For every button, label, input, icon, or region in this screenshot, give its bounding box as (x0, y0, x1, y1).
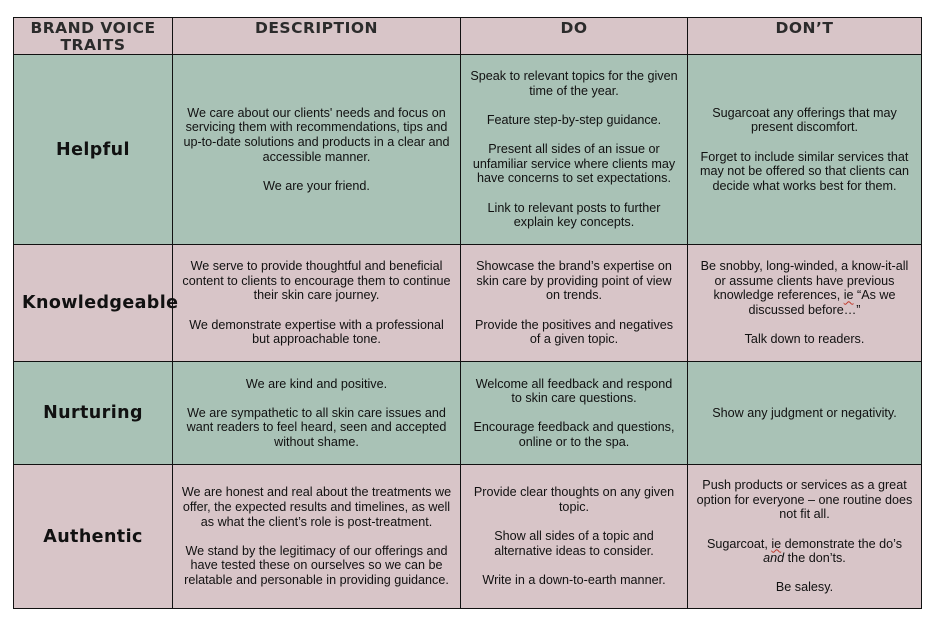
trait-knowledgeable: Knowledgeable (14, 245, 173, 362)
dont-text-segment: the don’ts. (784, 551, 846, 566)
header-do: DO (461, 18, 688, 55)
trait-authentic: Authentic (14, 465, 173, 609)
do-knowledgeable (461, 245, 688, 362)
do-text: Present all sides of an issue or unfamiliar service where clients may have concerns to set expectations. (472, 142, 676, 186)
do-text: Speak to relevant topics for the given time of the year. (470, 69, 678, 98)
do-authentic (461, 465, 688, 609)
dont-text: Be salesy. (775, 580, 834, 595)
dont-text: Push products or services as a great option for everyone – one routine does not fit all. (696, 478, 913, 522)
dont-text-segment: Sugarcoat, (706, 536, 772, 551)
do-text: Write in a down-to-earth manner. (482, 572, 666, 587)
header-row (14, 18, 922, 55)
dont-text-segment: demonstrate the do’s (781, 536, 903, 551)
trait-helpful: Helpful (14, 55, 173, 245)
description-knowledgeable (173, 245, 461, 362)
description-text: We are honest and real about the treatments we offer, the expected results and timelines, as well as what the client’s role is post-treatment. (181, 485, 452, 529)
brand-voice-table-container (13, 17, 922, 609)
description-text: We stand by the legitimacy of our offerings and have tested these on ourselves so we can be relatable and personable in providing guidance. (184, 543, 449, 587)
dont-text-italic: and (763, 551, 785, 566)
description-text: We care about our clients' needs and focus on servicing them with recommendations, tips and up-to-date solutions and products in a clear and accessible manner. (183, 105, 450, 164)
dont-text: Talk down to readers. (744, 332, 865, 347)
do-text: Showcase the brand’s expertise on skin care by providing point of view on trends. (476, 259, 672, 303)
spellcheck-mark: ie (771, 536, 782, 551)
description-text: We demonstrate expertise with a professional but approachable tone. (189, 317, 444, 347)
dont-text: Sugarcoat any offerings that may present discomfort. (712, 105, 897, 135)
description-text: We are your friend. (263, 178, 370, 193)
description-text: We serve to provide thoughtful and beneficial content to clients to encourage them to continue their skin care journey. (182, 259, 451, 303)
do-helpful (461, 55, 688, 245)
do-text: Provide clear thoughts on any given topic. (473, 485, 675, 515)
dont-nurturing (688, 362, 922, 465)
description-text: We are sympathetic to all skin care issues and want readers to feel heard, seen and accepted without shame. (186, 405, 447, 449)
trait-nurturing: Nurturing (14, 362, 173, 465)
header-dont: DON’T (688, 18, 922, 55)
dont-text-segment: Be snobby, long-winded, a know-it-all or assume clients have previous knowledge references, (700, 259, 909, 303)
header-traits: BRAND VOICE TRAITS (14, 18, 173, 55)
table-row-helpful (14, 55, 922, 245)
brand-voice-table (13, 17, 922, 609)
table-row-knowledgeable (14, 245, 922, 362)
description-authentic (173, 465, 461, 609)
do-text: Welcome all feedback and respond to skin care questions. (475, 376, 673, 406)
dont-authentic (688, 465, 922, 609)
do-text: Encourage feedback and questions, online or to the spa. (473, 420, 675, 449)
dont-text: Forget to include similar services that may not be offered so that clients can decide what works best for them. (699, 149, 910, 193)
dont-helpful (688, 55, 922, 245)
description-text: We are kind and positive. (245, 376, 388, 391)
table-row-authentic (14, 465, 922, 609)
do-text: Show all sides of a topic and alternative ideas to consider. (494, 529, 654, 558)
do-text: Link to relevant posts to further explain key concepts. (487, 200, 661, 230)
do-nurturing (461, 362, 688, 465)
dont-knowledgeable (688, 245, 922, 362)
header-description: DESCRIPTION (173, 18, 461, 55)
description-nurturing (173, 362, 461, 465)
dont-text: Show any judgment or negativity. (712, 405, 897, 420)
do-text: Feature step-by-step guidance. (486, 113, 662, 128)
description-helpful (173, 55, 461, 245)
do-text: Provide the positives and negatives of a given topic. (474, 317, 674, 347)
dont-text (696, 537, 913, 566)
spellcheck-mark: ie (843, 288, 854, 303)
table-row-nurturing (14, 362, 922, 465)
dont-text (696, 259, 913, 317)
dont-text-segment: “As we discussed before…” (748, 288, 896, 317)
